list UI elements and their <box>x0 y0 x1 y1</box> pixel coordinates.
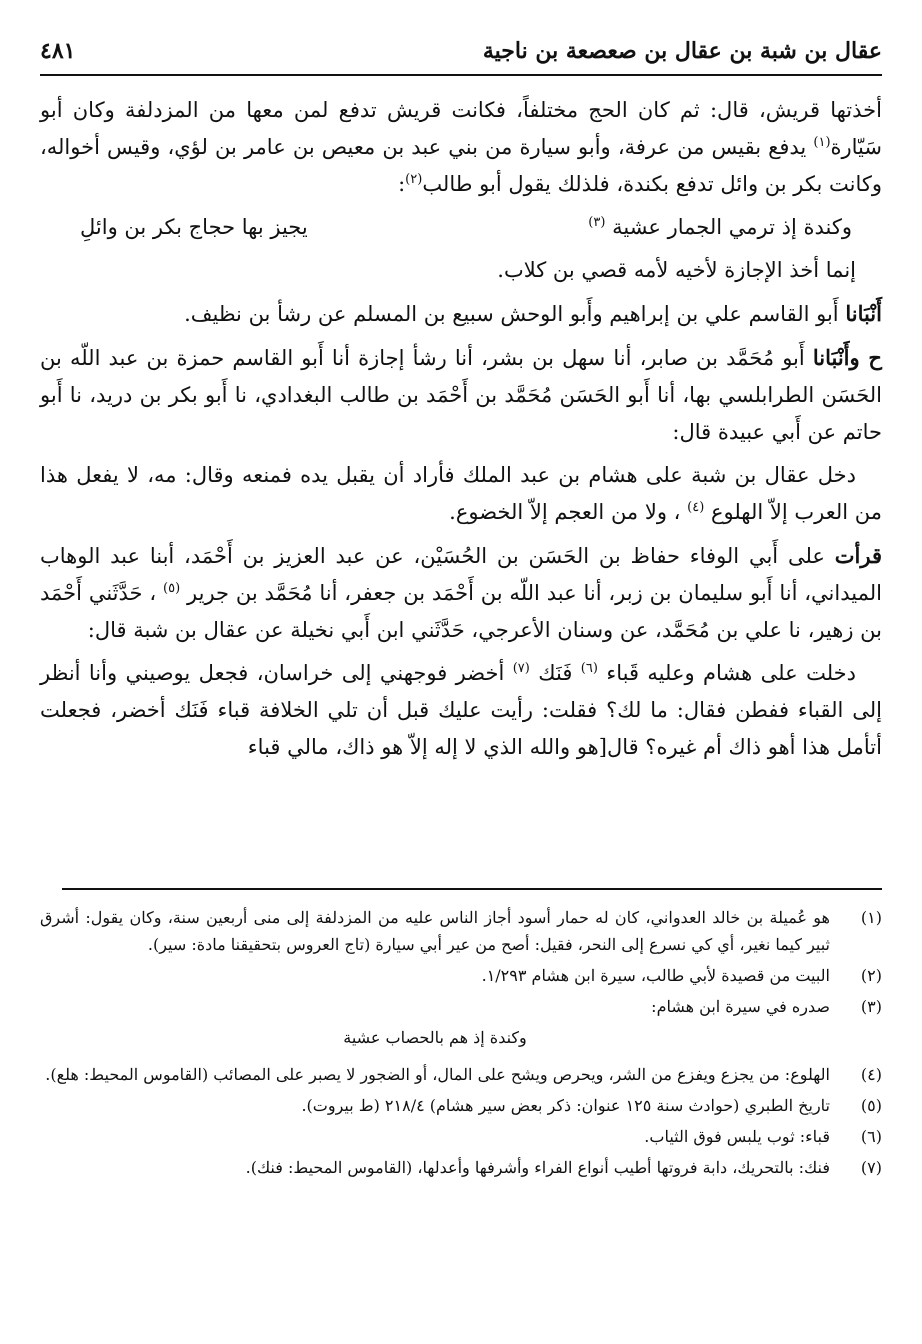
paragraph-4: ح وأَنْبَانا أَبو مُحَمَّد بن صابر، أنا سهل بن بشر، أنا رشأ إجازة أنا أَبو القاسم حمزة بن عبد اللّه بن الحَسَن الطرابلسي بها، أنا أَبو الحَسَن مُحَمَّد بن أَحْمَد بن طالب البغدادي، نا أَبو بكر بن دريد، نا أَبو حاتم عن أَبي عبيدة قال: <box>40 345 882 444</box>
footnote-number: (٤) <box>860 1065 882 1084</box>
isnad-lead-wa-anbana: ح وأَنْبَانا <box>812 345 882 370</box>
paragraph-5: دخل عقال بن شبة على هشام بن عبد الملك فأراد أن يقبل يده فمنعه وقال: مه، لا يفعل هذا من العرب إلاّ الهلوع $^{(٤)}$ ، ولا من العجم إلاّ الخضوع. <box>40 463 882 524</box>
footnote-4 <box>40 1061 882 1088</box>
footnote-6 <box>40 1123 882 1150</box>
paragraph-2: إنما أخذ الإجازة لأخيه لأمه قصي بن كلاب. <box>497 258 856 282</box>
page-header <box>40 34 882 76</box>
footnote-text: البيت من قصيدة لأبي طالب، سيرة ابن هشام ١/٢٩٣. <box>481 966 830 985</box>
footnote-ref-2: (٢) <box>405 172 423 187</box>
footnote-number: (١) <box>860 908 882 927</box>
footnote-ref-5: (٥) <box>163 581 181 596</box>
footnote-text: صدره في سيرة ابن هشام: وكندة إذ هم بالحصاب عشية <box>40 993 830 1057</box>
footnotes <box>40 904 882 1185</box>
footnote-2 <box>40 962 882 989</box>
paragraph-3: أَنْبَانا أَبو القاسم علي بن إبراهيم وأَبو الوحش سبيع بن المسلم عن رشأ بن نظيف. <box>184 301 882 326</box>
footnote-number: (٣) <box>860 997 882 1016</box>
verse-hemistich-second: يجيز بها حجاج بكر بن وائلِ <box>80 215 308 239</box>
paragraph-6: قرأت على أَبي الوفاء حفاظ بن الحَسَن بن الحُسَيْن، عن عبد العزيز بن أَحْمَد، أبنا عبد الوهاب الميداني، أنا أَبو سليمان بن زبر، أنا عبد اللّه بن أَحْمَد بن جعفر، أنا مُحَمَّد بن جرير $^{(٥)}$ ، حَدَّثَني أَحْمَد بن زهير، نا علي بن مُحَمَّد، عن وسنان الأعرجي، حَدَّثَني ابن أَبي نخيلة عن عقال بن شبة قال: <box>40 543 882 642</box>
footnote-1 <box>40 904 882 958</box>
footnote-number: (٢) <box>860 966 882 985</box>
footnote-number: (٧) <box>860 1158 882 1177</box>
footnote-separator <box>62 888 882 890</box>
footnote-5 <box>40 1092 882 1119</box>
isnad-lead-qara-tu: قرأت <box>834 543 882 568</box>
paragraph-7: دخلت على هشام وعليه قَباء $^{(٦)}$ فَنَك $^{(٧)}$ أخضر فوجهني إلى خراسان، فجعل يوصيني وأنا أنظر إلى القباء ففطن فقال: ما لك؟ فقلت: رأيت عليك قبل أن تلي الخلافة قباء فَنَك أخضر، فجعلت أتأمل هذا أهو ذاك أم غيره؟ قال[هو والله الذي لا إله إلاّ هو ذاك، مالي قباء <box>40 661 882 759</box>
footnote-text: تاريخ الطبري (حوادث سنة ١٢٥ عنوان: ذكر بعض سير هشام) ٢١٨/٤ (ط بيروت). <box>301 1096 830 1115</box>
footnote-text: الهلوع: من يجزع ويفزع من الشر، ويحرص ويشح على المال، أو الضجور لا يصبر على المصائب (القاموس المحيط: هلع). <box>45 1065 830 1084</box>
footnote-verse: وكندة إذ هم بالحصاب عشية <box>343 1028 527 1047</box>
footnote-text: هو عُميلة بن خالد العدواني، كان له حمار أسود أجاز الناس عليه من المزدلفة إلى منى أربعين سنة، وكان يقول: أشرق ثبير كيما نغير، أي كي نسرع إلى النحر، فقيل: أصح من عير أبي سيارة (تاج العروس بتحقيقنا مادة: سير). <box>40 908 830 954</box>
footnote-number: (٥) <box>860 1096 882 1115</box>
verse-line <box>40 209 882 246</box>
main-text <box>40 92 882 772</box>
page-number: ٤٨١ <box>40 38 76 64</box>
footnote-number: (٦) <box>860 1127 882 1146</box>
footnote-3 <box>40 993 882 1057</box>
footnote-ref-6: (٦) <box>580 661 598 676</box>
footnote-ref-7: (٧) <box>512 661 530 676</box>
verse-hemistich-first: وكندة إذ ترمي الجمار عشية $^{(٣)}$ <box>588 215 852 239</box>
running-title: عقال بن شبة بن عقال بن صعصعة بن ناجية <box>482 38 882 64</box>
footnote-text: قباء: ثوب يلبس فوق الثياب. <box>644 1127 830 1146</box>
footnote-ref-3: (٣) <box>588 215 606 230</box>
isnad-lead-anbana: أَنْبَانا <box>845 301 882 326</box>
footnote-7 <box>40 1154 882 1181</box>
footnote-ref-4: (٤) <box>687 500 705 515</box>
footnote-ref-1: (١) <box>813 135 831 150</box>
paragraph-1: أخذتها قريش، قال: ثم كان الحج مختلفاً، فكانت قريش تدفع لمن معها من المزدلفة وكان أبو سَيّارة$^{(١)}$ يدفع بقيس من عرفة، وأبو سيارة من بني عبد بن معيص بن عامر بن لؤي، وقيس أخواله، وكانت بكر بن وائل تدفع بكندة، فلذلك يقول أبو طالب$^{(٢)}$: <box>40 98 882 196</box>
footnote-text: فنك: بالتحريك، دابة فروتها أطيب أنواع الفراء وأشرفها وأعدلها، (القاموس المحيط: فنك). <box>245 1158 830 1177</box>
